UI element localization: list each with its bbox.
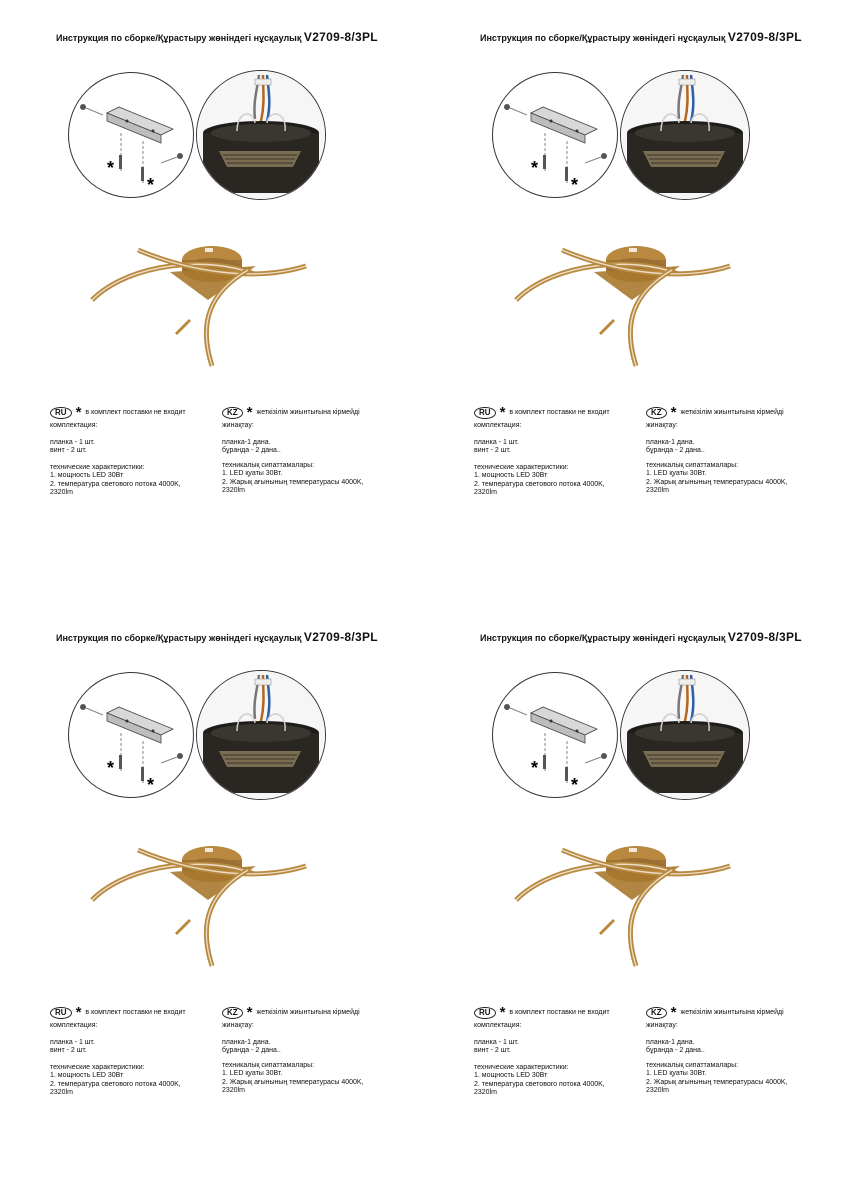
star-icon: *	[499, 404, 506, 421]
kz-kit-heading: жинақтау:	[646, 422, 678, 429]
not-included-star: *	[147, 775, 155, 795]
kz-specs	[222, 1006, 397, 1096]
screw-icon	[504, 104, 527, 115]
kz-not-included-note: жеткізілім жиынтығына кірмейді	[680, 1008, 784, 1016]
ru-badge: RU	[50, 1007, 72, 1019]
kz-tech-heading: техникалық сипаттамалары:	[646, 1061, 739, 1069]
kz-tech-item: 2. Жарық ағынының температурасы 4000K,	[646, 1078, 788, 1086]
screw-icon	[119, 155, 144, 181]
kz-kit-item: планка-1 дана.	[646, 438, 695, 446]
ru-tech-item: 2320lm	[474, 1089, 497, 1096]
kz-kit-item: бұранда - 2 дана..	[222, 447, 281, 454]
sheet-title	[56, 630, 378, 644]
lamp-illustration	[80, 832, 320, 972]
instruction-sheet	[40, 620, 440, 1180]
ru-specs	[474, 1006, 639, 1098]
ru-kit-item: винт - 2 шт.	[50, 447, 87, 454]
kz-tech-item: 1. LED қуаты 30Вт.	[222, 470, 283, 477]
title-text: Инструкция по сборке/Құрастыру жөніндегі нұсқаулық	[480, 33, 726, 43]
star-icon: *	[75, 1004, 82, 1021]
sheet-title	[56, 30, 378, 44]
mounting-bracket-diagram	[68, 672, 194, 798]
ru-not-included-note: в комплект поставки не входит	[85, 408, 186, 416]
kz-kit-item: бұранда - 2 дана..	[222, 1047, 281, 1054]
instruction-sheet	[464, 620, 848, 1180]
mounting-bracket-diagram	[492, 672, 618, 798]
kz-badge: KZ	[646, 1007, 667, 1019]
screw-icon	[585, 153, 607, 163]
ru-kit-item: винт - 2 шт.	[474, 447, 511, 454]
ru-tech-heading: технические характеристики:	[474, 1063, 569, 1071]
ru-tech-heading: технические характеристики:	[474, 463, 569, 471]
ru-not-included-note: в комплект поставки не входит	[509, 1008, 610, 1016]
star-icon: *	[246, 1004, 253, 1021]
ru-tech-item: 2. температура светового потока 4000K,	[50, 1080, 181, 1088]
title-text: Инструкция по сборке/Құрастыру жөніндегі нұсқаулық	[56, 633, 302, 643]
mounting-bracket-diagram	[68, 72, 194, 198]
instruction-sheet	[40, 20, 440, 580]
ru-not-included-note: в комплект поставки не входит	[509, 408, 610, 416]
screw-icon	[80, 104, 103, 115]
kz-specs	[646, 406, 821, 496]
kz-tech-item: 2. Жарық ағынының температурасы 4000K,	[222, 478, 364, 486]
ru-kit-item: планка - 1 шт.	[474, 1038, 519, 1046]
not-included-star: *	[107, 758, 115, 778]
title-text: Инструкция по сборке/Құрастыру жөніндегі нұсқаулық	[56, 33, 302, 43]
not-included-star: *	[531, 758, 539, 778]
ru-tech-item: 1. мощность LED 30Вт	[50, 1072, 124, 1079]
wiring-photo	[620, 70, 750, 200]
ru-badge: RU	[474, 407, 496, 419]
ru-tech-item: 2. температура светового потока 4000K,	[474, 1080, 605, 1088]
sheet-title	[480, 630, 802, 644]
screw-icon	[504, 704, 527, 715]
ru-kit-heading: комплектация:	[474, 1022, 522, 1029]
ru-tech-item: 2. температура светового потока 4000K,	[474, 480, 605, 488]
bracket-icon	[107, 107, 173, 143]
kz-tech-item: 2320lm	[646, 1087, 669, 1094]
wiring-photo	[196, 70, 326, 200]
instruction-sheet	[464, 20, 848, 580]
model-code: V2709-8/3PL	[303, 30, 378, 44]
ru-kit-heading: комплектация:	[50, 422, 98, 429]
kz-tech-item: 2320lm	[222, 487, 245, 494]
ru-tech-item: 1. мощность LED 30Вт	[474, 1072, 548, 1079]
ru-kit-heading: комплектация:	[50, 1022, 98, 1029]
ru-tech-item: 2320lm	[474, 489, 497, 496]
bracket-icon	[107, 707, 173, 743]
canopy-base-icon	[203, 714, 319, 793]
star-icon: *	[75, 404, 82, 421]
ru-tech-item: 2320lm	[50, 1089, 73, 1096]
kz-tech-item: 2. Жарық ағынының температурасы 4000K,	[222, 1078, 364, 1086]
kz-badge: KZ	[222, 1007, 243, 1019]
kz-badge: KZ	[222, 407, 243, 419]
kz-kit-heading: жинақтау:	[222, 1022, 254, 1029]
wiring-photo	[196, 670, 326, 800]
not-included-star: *	[531, 158, 539, 178]
screw-icon	[161, 753, 183, 763]
screw-icon	[80, 704, 103, 715]
star-icon: *	[670, 1004, 677, 1021]
ru-tech-item: 1. мощность LED 30Вт	[474, 472, 548, 479]
ru-badge: RU	[474, 1007, 496, 1019]
bracket-icon	[531, 707, 597, 743]
kz-tech-item: 2320lm	[646, 487, 669, 494]
ru-not-included-note: в комплект поставки не входит	[85, 1008, 186, 1016]
kz-tech-heading: техникалық сипаттамалары:	[222, 1061, 315, 1069]
wiring-photo	[620, 670, 750, 800]
screw-icon	[543, 755, 568, 781]
ru-kit-item: планка - 1 шт.	[474, 438, 519, 446]
canopy-base-icon	[627, 114, 743, 193]
ru-tech-heading: технические характеристики:	[50, 463, 145, 471]
ru-specs	[474, 406, 639, 498]
ru-kit-heading: комплектация:	[474, 422, 522, 429]
kz-tech-heading: техникалық сипаттамалары:	[646, 461, 739, 469]
kz-kit-heading: жинақтау:	[222, 422, 254, 429]
star-icon: *	[499, 1004, 506, 1021]
lamp-illustration	[504, 832, 744, 972]
ru-kit-item: винт - 2 шт.	[50, 1047, 87, 1054]
screw-icon	[543, 155, 568, 181]
kz-kit-item: планка-1 дана.	[222, 1038, 271, 1046]
screw-icon	[119, 755, 144, 781]
kz-kit-item: бұранда - 2 дана..	[646, 1047, 705, 1054]
model-code: V2709-8/3PL	[727, 30, 802, 44]
kz-kit-item: планка-1 дана.	[646, 1038, 695, 1046]
star-icon: *	[246, 404, 253, 421]
sheet-title	[480, 30, 802, 44]
kz-tech-item: 1. LED қуаты 30Вт.	[646, 1070, 707, 1077]
ru-kit-item: планка - 1 шт.	[50, 438, 95, 446]
ru-tech-item: 2. температура светового потока 4000K,	[50, 480, 181, 488]
model-code: V2709-8/3PL	[727, 630, 802, 644]
kz-not-included-note: жеткізілім жиынтығына кірмейді	[680, 408, 784, 416]
kz-tech-item: 1. LED қуаты 30Вт.	[646, 470, 707, 477]
not-included-star: *	[147, 175, 155, 195]
kz-tech-item: 1. LED қуаты 30Вт.	[222, 1070, 283, 1077]
bracket-icon	[531, 107, 597, 143]
kz-badge: KZ	[646, 407, 667, 419]
mounting-bracket-diagram	[492, 72, 618, 198]
kz-kit-item: планка-1 дана.	[222, 438, 271, 446]
not-included-star: *	[107, 158, 115, 178]
ru-badge: RU	[50, 407, 72, 419]
lamp-illustration	[504, 232, 744, 372]
ru-kit-item: винт - 2 шт.	[474, 1047, 511, 1054]
title-text: Инструкция по сборке/Құрастыру жөніндегі нұсқаулық	[480, 633, 726, 643]
kz-tech-heading: техникалық сипаттамалары:	[222, 461, 315, 469]
ru-tech-heading: технические характеристики:	[50, 1063, 145, 1071]
ru-kit-item: планка - 1 шт.	[50, 1038, 95, 1046]
kz-specs	[222, 406, 397, 496]
kz-not-included-note: жеткізілім жиынтығына кірмейді	[256, 1008, 360, 1016]
ru-specs	[50, 406, 215, 498]
kz-specs	[646, 1006, 821, 1096]
screw-icon	[161, 153, 183, 163]
not-included-star: *	[571, 775, 579, 795]
canopy-base-icon	[203, 114, 319, 193]
canopy-base-icon	[627, 714, 743, 793]
star-icon: *	[670, 404, 677, 421]
ru-tech-item: 2320lm	[50, 489, 73, 496]
ru-tech-item: 1. мощность LED 30Вт	[50, 472, 124, 479]
kz-not-included-note: жеткізілім жиынтығына кірмейді	[256, 408, 360, 416]
kz-tech-item: 2320lm	[222, 1087, 245, 1094]
screw-icon	[585, 753, 607, 763]
model-code: V2709-8/3PL	[303, 630, 378, 644]
kz-kit-heading: жинақтау:	[646, 1022, 678, 1029]
not-included-star: *	[571, 175, 579, 195]
lamp-illustration	[80, 232, 320, 372]
ru-specs	[50, 1006, 215, 1098]
kz-tech-item: 2. Жарық ағынының температурасы 4000K,	[646, 478, 788, 486]
kz-kit-item: бұранда - 2 дана..	[646, 447, 705, 454]
